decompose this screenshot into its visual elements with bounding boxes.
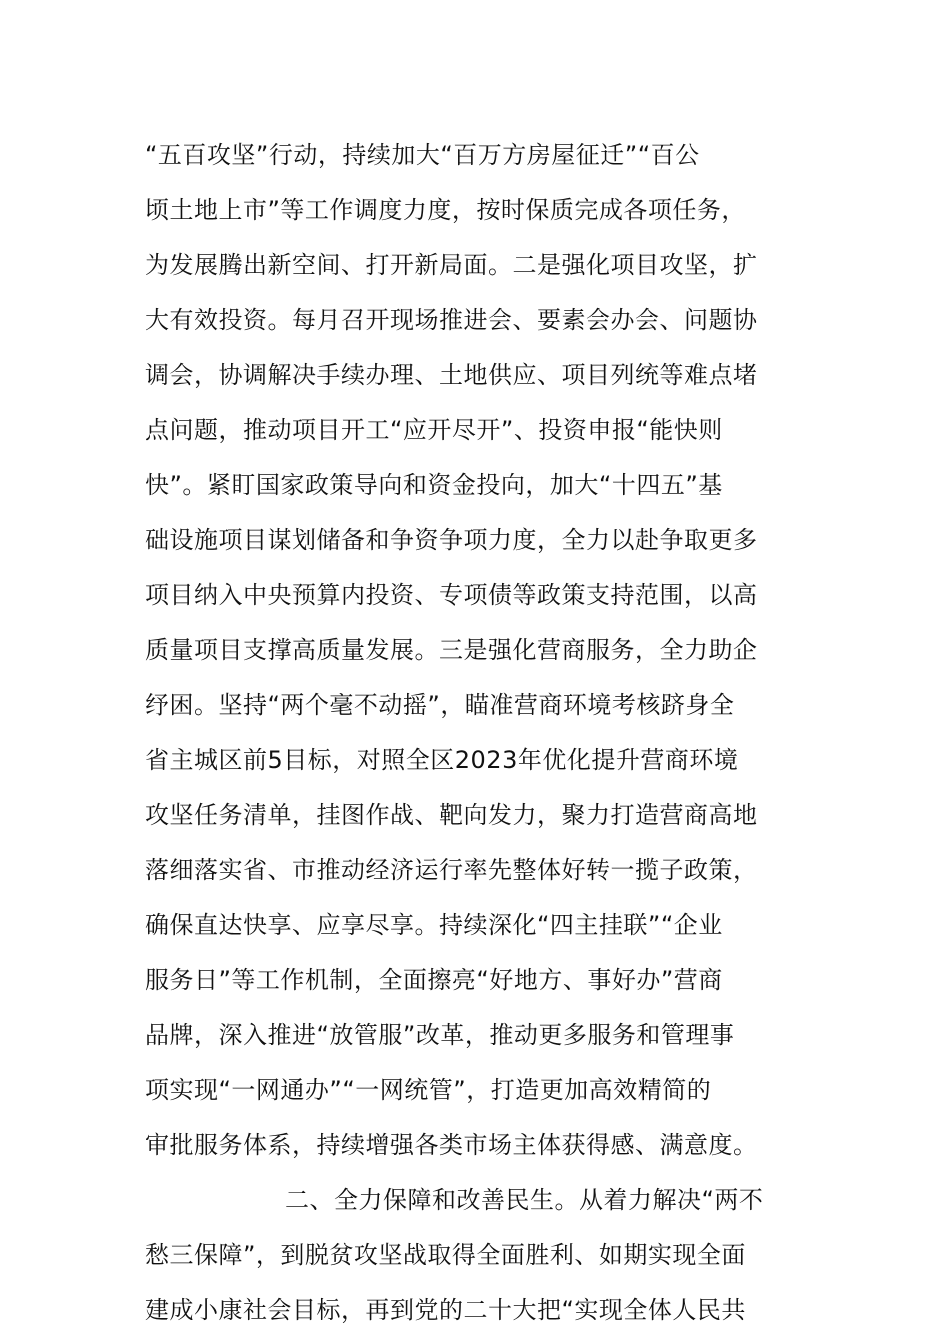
- text-line: 快”。紧盯国家政策导向和资金投向，加大“十四五”基: [145, 471, 723, 499]
- text-line: 省主城区前5目标，对照全区2023年优化提升营商环境: [145, 746, 739, 774]
- text-line: 攻坚任务清单，挂图作战、靶向发力，聚力打造营商高地: [145, 801, 758, 829]
- paragraph-1: [145, 128, 815, 1173]
- text-line: 调会，协调解决手续办理、土地供应、项目列统等难点堵: [145, 361, 758, 389]
- text-line: 纾困。坚持“两个毫不动摇”，瞄准营商环境考核跻身全: [145, 691, 735, 719]
- text-line: 顷土地上市”等工作调度力度，按时保质完成各项任务，: [145, 196, 746, 224]
- paragraph-2: [145, 1173, 815, 1338]
- section-heading-line: 二、全力保障和改善民生。从着力解决“两不: [285, 1186, 764, 1214]
- text-line: 质量项目支撑高质量发展。三是强化营商服务，全力助企: [145, 636, 758, 664]
- text-line: 确保直达快享、应享尽享。持续深化“四主挂联”“企业: [145, 911, 723, 939]
- text-line: 点问题，推动项目开工“应开尽开”、投资申报“能快则: [145, 416, 723, 444]
- text-line: 愁三保障”，到脱贫攻坚战取得全面胜利、如期实现全面: [145, 1241, 746, 1269]
- text-line: 审批服务体系，持续增强各类市场主体获得感、满意度。: [145, 1131, 758, 1159]
- text-line: 品牌，深入推进“放管服”改革，推动更多服务和管理事: [145, 1021, 735, 1049]
- text-line: 落细落实省、市推动经济运行率先整体好转一揽子政策，: [145, 856, 758, 884]
- text-line: “五百攻坚”行动，持续加大“百万方房屋征迁”“百公: [145, 141, 700, 169]
- text-line: 服务日”等工作机制，全面擦亮“好地方、事好办”营商: [145, 966, 723, 994]
- text-line: 项目纳入中央预算内投资、专项债等政策支持范围，以高: [145, 581, 758, 609]
- text-line: 建成小康社会目标，再到党的二十大把“实现全体人民共: [145, 1296, 746, 1324]
- text-line: 大有效投资。每月召开现场推进会、要素会办会、问题协: [145, 306, 758, 334]
- text-line: 为发展腾出新空间、打开新局面。二是强化项目攻坚，扩: [145, 251, 758, 279]
- text-line: 础设施项目谋划储备和争资争项力度，全力以赴争取更多: [145, 526, 758, 554]
- document-body: [145, 128, 815, 1338]
- text-line: 项实现“一网通办”“一网统管”，打造更加高效精简的: [145, 1076, 712, 1104]
